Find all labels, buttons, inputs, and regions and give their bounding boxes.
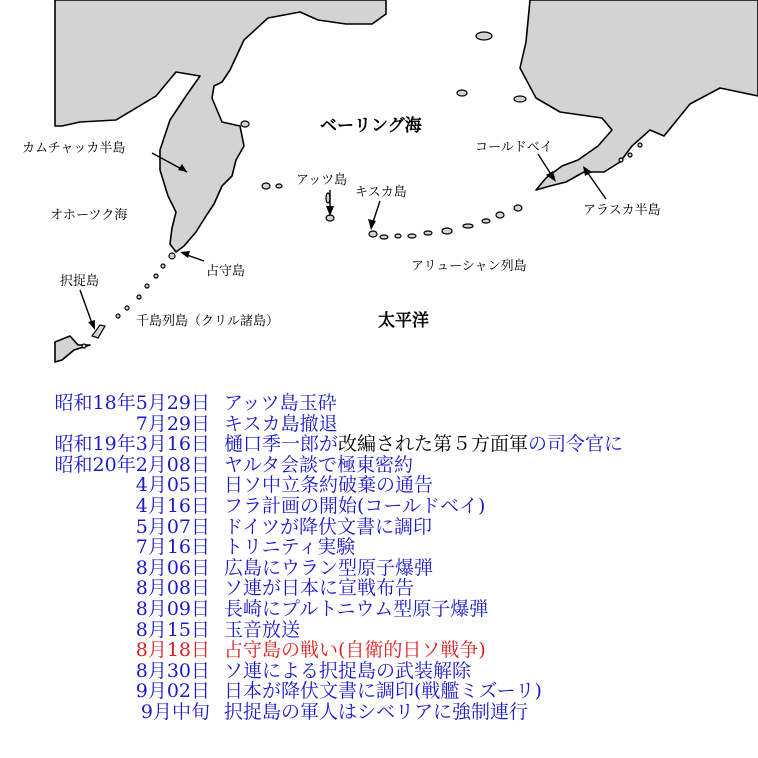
timeline-date: 8月30日: [135, 659, 210, 682]
label-attu: アッツ島: [296, 173, 348, 188]
label-kuril: 千島列島（クリル諸島）: [136, 314, 280, 329]
timeline-date: 8月09日: [135, 597, 210, 620]
label-alaska-peninsula: アラスカ半島: [583, 203, 661, 218]
timeline-date: 昭和20年2月08日: [54, 453, 210, 476]
timeline-event: ソ連による択捉島の武装解除: [224, 659, 472, 682]
timeline-event: 択捉島の軍人はシベリアに強制連行: [224, 700, 529, 723]
timeline-row: [30, 537, 758, 558]
timeline-row: [30, 434, 758, 455]
timeline-date: 4月05日: [135, 474, 210, 497]
timeline-date: 5月07日: [135, 515, 210, 538]
label-pacific: 太平洋: [378, 311, 429, 331]
timeline-event: キスカ島撤退: [224, 412, 338, 435]
label-etorofu: 択捉島: [60, 274, 100, 289]
timeline-date: 8月08日: [135, 577, 210, 600]
label-cold-bay: コールドベイ: [475, 140, 553, 155]
timeline-date: 昭和19年3月16日: [54, 433, 210, 456]
label-okhotsk: オホーツク海: [50, 208, 128, 223]
timeline-row: [30, 558, 758, 579]
timeline-event: 占守島の戦い(自衛的日ソ戦争): [224, 639, 486, 662]
timeline-event: 日本が降伏文書に調印(戦艦ミズーリ): [224, 680, 542, 703]
timeline-event: トリニティ実験: [224, 536, 356, 559]
timeline-event: ドイツが降伏文書に調印: [224, 515, 433, 538]
timeline-event: フラ計画の開始(コールドベイ): [224, 494, 486, 517]
timeline-row: [30, 517, 758, 538]
timeline-event: 広島にウラン型原子爆弾: [224, 556, 434, 579]
timeline-row: [30, 578, 758, 599]
timeline-row: [30, 661, 758, 682]
timeline-date: 4月16日: [135, 494, 210, 517]
timeline-event: 樋口季一郎が: [224, 433, 339, 456]
timeline-row: [30, 640, 758, 661]
timeline-date: 昭和18年5月29日: [54, 392, 210, 414]
timeline-event: ヤルタ会談で極東密約: [224, 453, 414, 476]
timeline-event: 改編された第５方面軍: [338, 433, 529, 456]
timeline-event: 長崎にプルトニウム型原子爆弾: [224, 597, 489, 620]
timeline-event: の司令官に: [528, 433, 624, 456]
timeline-date: 8月18日: [135, 639, 210, 662]
label-kiska: キスカ島: [355, 185, 407, 200]
timeline-date: 9月中旬: [140, 700, 210, 723]
timeline-row: [30, 496, 758, 517]
hokkaido-landmass: [55, 336, 90, 362]
timeline-row: [30, 599, 758, 620]
timeline-row: [30, 475, 758, 496]
label-shumshu: 占守島: [206, 264, 246, 279]
timeline-row: [30, 620, 758, 641]
alaska-landmass: [520, 0, 758, 190]
timeline-event: アッツ島玉砕: [224, 392, 337, 414]
timeline: [30, 393, 758, 723]
timeline-row: [30, 702, 758, 723]
timeline-event: 玉音放送: [224, 618, 301, 641]
timeline-row: [30, 414, 758, 435]
timeline-date: 8月06日: [135, 556, 210, 579]
timeline-event: 日ソ中立条約破棄の通告: [224, 474, 434, 497]
timeline-date: 8月15日: [135, 618, 210, 641]
timeline-row: [30, 681, 758, 702]
timeline-date: 9月02日: [135, 680, 210, 703]
timeline-date: 7月29日: [135, 412, 210, 435]
label-bering-sea: ベーリング海: [320, 116, 422, 136]
label-kamchatka: カムチャッカ半島: [22, 141, 126, 156]
label-aleutian: アリューシャン列島: [411, 259, 527, 274]
timeline-event: ソ連が日本に宣戦布告: [224, 577, 415, 600]
timeline-row: [30, 393, 758, 414]
timeline-date: 7月16日: [135, 536, 210, 559]
timeline-row: [30, 455, 758, 476]
